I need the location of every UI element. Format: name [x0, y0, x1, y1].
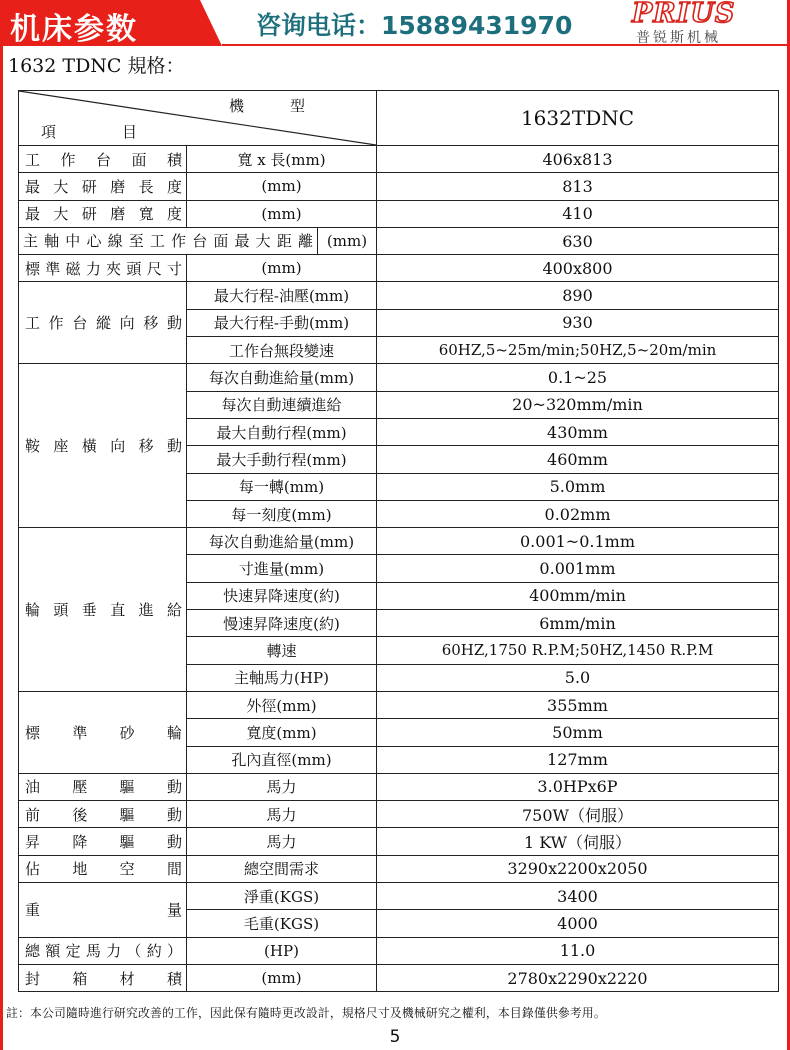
- value-cell: 0.001mm: [377, 555, 779, 582]
- table-row: [19, 282, 779, 309]
- spec-heading: 1632 TDNC 規格：: [8, 55, 185, 77]
- table-row: [19, 773, 779, 800]
- group-label: 工作台面積: [19, 146, 187, 173]
- group-label: 標準磁力夾頭尺寸: [19, 255, 187, 282]
- table-row: [19, 528, 779, 555]
- param-label: 慢速昇降速度(約): [187, 610, 377, 637]
- param-label: (mm): [326, 232, 368, 251]
- param-label: 轉速: [187, 637, 377, 664]
- param-label: 每一刻度(mm): [187, 500, 377, 527]
- item-header-label: 項目: [41, 123, 204, 141]
- value-cell: 400x800: [377, 255, 779, 282]
- group-label: 鞍座橫向移動: [19, 364, 187, 528]
- group-label: 封箱材積: [19, 964, 187, 991]
- value-cell: 0.1~25: [377, 364, 779, 391]
- table-row: [19, 146, 779, 173]
- value-cell: 5.0: [377, 664, 779, 691]
- table-row: [19, 801, 779, 828]
- value-cell: 6mm/min: [377, 610, 779, 637]
- param-label: 馬力: [187, 773, 377, 800]
- value-cell: 430mm: [377, 418, 779, 445]
- group-label: 重量: [19, 883, 187, 938]
- disclaimer-note: 註：本公司隨時進行研究改善的工作，因此保有隨時更改設計，規格尺寸及機械研究之權利，本目錄僅供參考用。: [6, 1006, 606, 1020]
- value-cell: 3400: [377, 883, 779, 910]
- table-row: [19, 855, 779, 882]
- param-label: 寬度(mm): [187, 719, 377, 746]
- group-label-wide: [19, 227, 377, 254]
- value-cell: 410: [377, 200, 779, 227]
- param-label: 每次自動進給量(mm): [187, 364, 377, 391]
- value-cell: 60HZ,5~25m/min;50HZ,5~20m/min: [377, 337, 779, 364]
- group-label: 標準砂輪: [19, 691, 187, 773]
- value-cell: 11.0: [377, 937, 779, 964]
- value-cell: 0.02mm: [377, 500, 779, 527]
- param-label: 每次自動進給量(mm): [187, 528, 377, 555]
- param-label: 毛重(KGS): [187, 910, 377, 937]
- value-cell: 3.0HPx6P: [377, 773, 779, 800]
- param-label: 總空間需求: [187, 855, 377, 882]
- param-label: 最大行程-手動(mm): [187, 309, 377, 336]
- group-label: 昇降驅動: [19, 828, 187, 855]
- param-label: 最大自動行程(mm): [187, 418, 377, 445]
- param-label: 最大行程-油壓(mm): [187, 282, 377, 309]
- group-label: 輪頭垂直進給: [19, 528, 187, 692]
- group-label: 佔地空間: [19, 855, 187, 882]
- table-row: [19, 691, 779, 718]
- table-row: [19, 364, 779, 391]
- value-cell: 890: [377, 282, 779, 309]
- value-cell: 406x813: [377, 146, 779, 173]
- page-header: [0, 0, 790, 46]
- group-label: 主軸中心線至工作台面最大距離: [19, 228, 318, 254]
- table-row: [19, 255, 779, 282]
- table-row: [19, 227, 779, 254]
- group-label: 總額定馬力（約）: [19, 937, 187, 964]
- param-label: (mm): [187, 964, 377, 991]
- value-cell: 400mm/min: [377, 582, 779, 609]
- value-cell: 20~320mm/min: [377, 391, 779, 418]
- value-cell: 930: [377, 309, 779, 336]
- param-label: 馬力: [187, 801, 377, 828]
- table-row: [19, 200, 779, 227]
- param-label: 工作台無段變速: [187, 337, 377, 364]
- group-label: 最大研磨長度: [19, 173, 187, 200]
- param-label: 最大手動行程(mm): [187, 446, 377, 473]
- value-cell: 355mm: [377, 691, 779, 718]
- table-row: [19, 828, 779, 855]
- table-header-row: [19, 91, 779, 146]
- value-cell: 4000: [377, 910, 779, 937]
- value-cell: 5.0mm: [377, 473, 779, 500]
- page-number: 5: [389, 1027, 401, 1047]
- model-name-cell: 1632TDNC: [377, 91, 779, 146]
- table-row: [19, 937, 779, 964]
- prius-logo: PRIUS: [632, 0, 736, 29]
- value-cell: 2780x2290x2220: [377, 964, 779, 991]
- value-cell: 50mm: [377, 719, 779, 746]
- group-label: 工作台縱向移動: [19, 282, 187, 364]
- value-cell: 750W（伺服）: [377, 801, 779, 828]
- value-cell: 0.001~0.1mm: [377, 528, 779, 555]
- param-label: 快速昇降速度(約): [187, 582, 377, 609]
- param-label: 每一轉(mm): [187, 473, 377, 500]
- logo-subtitle: 普锐斯机械: [636, 30, 721, 46]
- param-label: 每次自動連續進給: [187, 391, 377, 418]
- header-title: 机床参数: [10, 12, 138, 47]
- hotline-text: 咨询电话：15889431970: [256, 11, 573, 40]
- value-cell: 813: [377, 173, 779, 200]
- param-label: 淨重(KGS): [187, 883, 377, 910]
- table-row: [19, 964, 779, 991]
- param-label: 外徑(mm): [187, 691, 377, 718]
- model-header-label: 機型: [229, 97, 352, 115]
- header-diagonal-cell: [19, 91, 377, 146]
- value-cell: 60HZ,1750 R.P.M;50HZ,1450 R.P.M: [377, 637, 779, 664]
- param-label: (HP): [187, 937, 377, 964]
- param-label: (mm): [187, 255, 377, 282]
- param-label: (mm): [187, 200, 377, 227]
- param-label: 寸進量(mm): [187, 555, 377, 582]
- param-label: 寬 x 長(mm): [187, 146, 377, 173]
- group-label: 最大研磨寬度: [19, 200, 187, 227]
- value-cell: 127mm: [377, 746, 779, 773]
- param-label: 馬力: [187, 828, 377, 855]
- value-cell: 3290x2200x2050: [377, 855, 779, 882]
- param-label: 主軸馬力(HP): [187, 664, 377, 691]
- value-cell: 1 KW（伺服）: [377, 828, 779, 855]
- value-cell: 460mm: [377, 446, 779, 473]
- value-cell: 630: [377, 227, 779, 254]
- table-row: [19, 173, 779, 200]
- group-label: 前後驅動: [19, 801, 187, 828]
- param-label: (mm): [187, 173, 377, 200]
- param-label: 孔內直徑(mm): [187, 746, 377, 773]
- group-label: 油壓驅動: [19, 773, 187, 800]
- table-row: [19, 883, 779, 910]
- spec-table: [18, 90, 779, 992]
